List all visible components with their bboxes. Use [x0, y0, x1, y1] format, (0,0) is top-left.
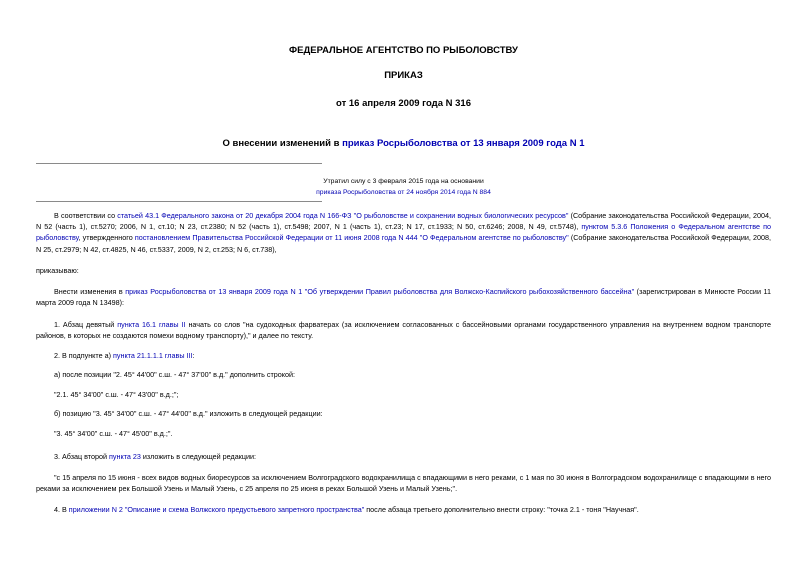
item-2b-line: "3. 45° 34'00" с.ш. - 47° 45'00" в.д.;".: [54, 429, 173, 438]
title-link[interactable]: приказ Росрыболовства от 13 января 2009 года N 1: [342, 138, 585, 149]
repeal-note-text: Утратил силу с 3 февраля 2015 года на основании: [323, 178, 484, 185]
link-item-23[interactable]: пункта 23: [109, 452, 141, 461]
link-government-decree[interactable]: постановлением Правительства Российской Федерации от 11 июня 2008 года N 444 "О Федеральном агентстве по рыболовству": [134, 233, 569, 243]
link-order-rules[interactable]: приказ Росрыболовства от 13 января 2009 года N 1 "Об утверждении Правил рыболовства для Волжско-Каспийского рыбохозяйственного бассейна": [125, 287, 635, 296]
top-divider: [36, 163, 322, 164]
preamble-text-4: (Собрание законодательства Российской Федерации, 2008, N 25, ст.2979; N 42, ст.4825, N 46, ст.5337, 2009, N 2, ст.253; N 6, ст.738),: [36, 233, 772, 254]
link-item-16-1[interactable]: пункта 16.1 главы II: [117, 320, 186, 329]
repeal-note-link[interactable]: приказа Росрыболовства от 24 ноября 2014 года N 884: [316, 189, 491, 196]
link-federal-law[interactable]: статьей 43.1 Федерального закона от 20 декабря 2004 года N 166-ФЗ "О рыболовстве и сохранении водных биологических ресурсов": [117, 211, 569, 220]
item-4-text-1: 4. В: [54, 505, 69, 514]
item-4: [36, 504, 771, 515]
bottom-divider: [36, 201, 322, 202]
item-1-text-1: 1. Абзац девятый: [54, 320, 118, 329]
repeal-note: [0, 176, 807, 198]
document-date-number: от 16 апреля 2009 года N 316: [336, 98, 471, 109]
agency-name: ФЕДЕРАЛЬНОЕ АГЕНТСТВО ПО РЫБОЛОВСТВУ: [289, 45, 518, 56]
item-3-text-1: 3. Абзац второй: [54, 452, 110, 461]
item-2-text-1: 2. В подпункте а): [54, 351, 113, 360]
preamble-text-1: В соответствии со: [54, 211, 118, 220]
preamble-paragraph: [36, 210, 771, 255]
item-2b: б) позицию "3. 45° 34'00" с.ш. - 47° 44'00" в.д." изложить в следующей редакции:: [54, 409, 323, 418]
item-3: [36, 451, 771, 462]
title-prefix: О внесении изменений в: [222, 138, 343, 149]
document-type: ПРИКАЗ: [384, 70, 423, 81]
item-2: [36, 350, 771, 361]
item-3-text: "с 15 апреля по 15 июня - всех видов водных биоресурсов за исключением Волгоградского водохранилища с впадающими в него реками, с 1 мая по 30 июня в Волгоградском водохранилище с впадающими в него реками за исключением рек Большой Узень и Малый Узень, с 25 апреля по 25 июня в реках Большой Узень и Малый Узень;".: [36, 473, 771, 494]
item-3-text-2: изложить в следующей редакции:: [140, 452, 256, 461]
order-word: приказываю:: [36, 266, 79, 275]
item-2-text-2: :: [192, 351, 195, 360]
link-regulation-item[interactable]: пунктом 5.3.6 Положения о Федеральном агентстве по рыболовству: [36, 222, 771, 243]
preamble-text-2: (Собрание законодательства Российской Федерации, 2004, N 52 (часть 1), ст.5270; 2006, N 1, ст.10; N 23, ст.2380; N 52 (часть 1), ст.5498; 2007, N 1 (часть 1), ст.23; N 17, ст.1933; N 50, ст.6246; 2008, N 49, ст.5748),: [36, 211, 771, 232]
item-2a-line: "2.1. 45° 34'00" с.ш. - 47° 43'00" в.д.;";: [54, 390, 179, 399]
intro-text-1: Внести изменения в: [54, 287, 126, 296]
item-1: [36, 319, 771, 341]
item-2a: а) после позиции "2. 45° 44'00" с.ш. - 47° 37'00" в.д." дополнить строкой:: [54, 370, 295, 379]
intro-paragraph: [36, 286, 771, 308]
item-4-text-2: после абзаца третьего дополнительно внести строку: "точка 2.1 - тоня "Научная".: [364, 505, 639, 514]
intro-text-2: (зарегистрирован в Минюсте России 11 марта 2009 года N 13498):: [36, 287, 771, 308]
link-appendix-2[interactable]: приложении N 2 "Описание и схема Волжского предустьевого запретного пространства": [68, 505, 365, 514]
preamble-text-3: , утвержденного: [78, 233, 135, 243]
document-title: [0, 138, 807, 149]
link-item-21[interactable]: пункта 21.1.1.1 главы III: [112, 351, 193, 360]
item-1-text-2: начать со слов "на судоходных фарватерах (за исключением согласованных с бассейновыми органами государственного управления на внутреннем водном транспорте районов, в которых не создаются помехи водному транспорту)," и далее по тексту.: [36, 320, 771, 341]
